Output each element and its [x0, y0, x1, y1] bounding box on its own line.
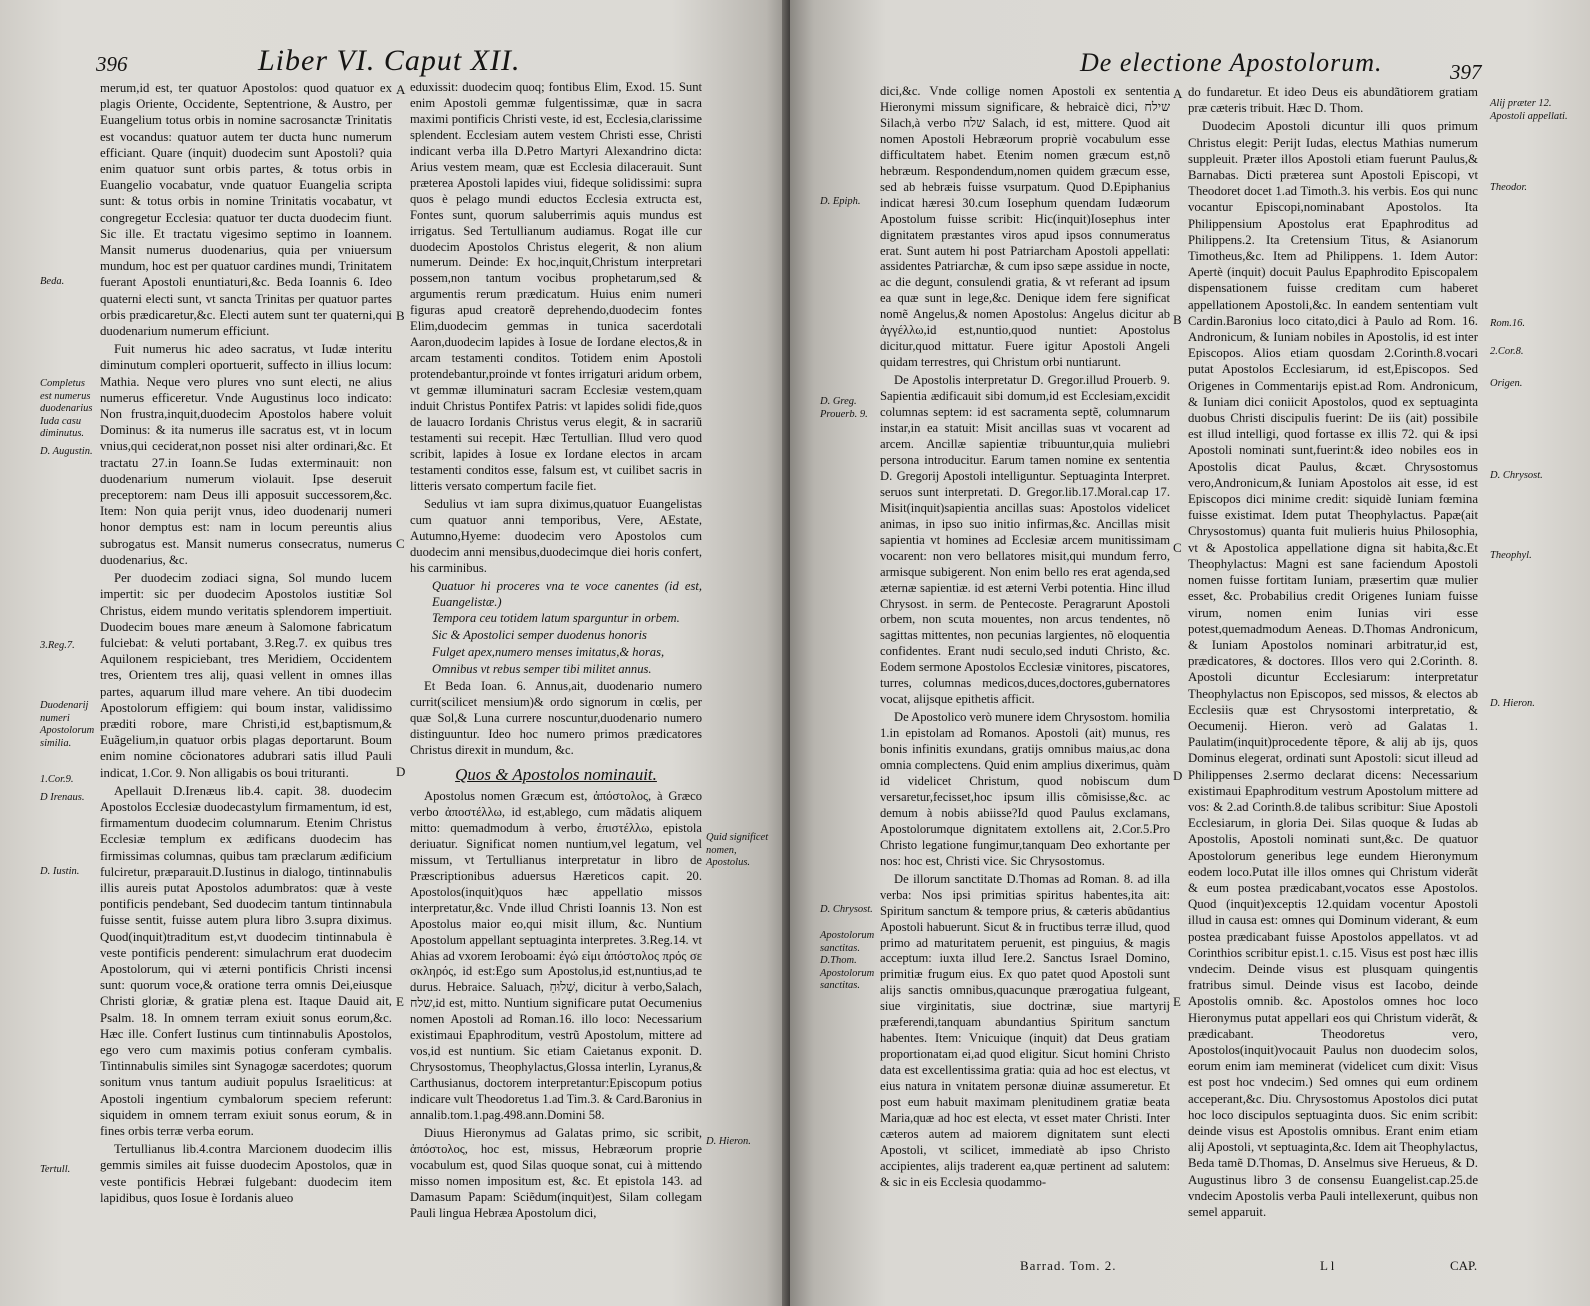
margin-note: 2.Cor.8. [1490, 346, 1524, 357]
signature-mark: L l [1320, 1258, 1335, 1273]
margin-note: Quid significet nomen, Apostolus. [706, 832, 769, 868]
paragraph: Per duodecim zodiaci signa, Sol mundo lucem impertit: sic per duodecim Apostolos iustitiæ Sol Christus, eidem mundo veritatis splendorem impertiuit. Duodecim boues mare æneum à Salomone fabricatum fulciebat: & veluti portabant, 3.Reg.7. ex quibus tres Aquilonem respiciebant, tres Meridiem, Occidentem tres, Orientem tres alij, quasi vellent in omnes illas partes, aquarum illud mare vehere. An tibi duodecim Apostolorum effigiem: qui boum instar, validissimo præditi robore, mare Christi,id est,baptismum,& Euãgelium,in quatuor orbis plagas deportarunt. Boum enim nomine cõcionatores adubrari satis illud Pauli indicat, 1.Cor. 9. Non alligabis os boui trituranti. [100, 571, 392, 780]
margin-note: 3.Reg.7. [40, 640, 75, 651]
section-letter: C [396, 536, 405, 551]
section-letter: A [1173, 86, 1183, 101]
section-letter: C [1173, 540, 1182, 555]
left-column-1 [100, 80, 392, 1216]
paragraph: Fuit numerus hic adeo sacratus, vt Iudæ interitu diminutum compleri oportuerit, suffecto in illius locum: Mathia. Neque vero plures vno sunt electi, ne alius numerus efficeretur. Vnde Augustinus loco indicato: Non frustra,inquit,duodecim Apostolos habere voluit Dominus: & ita numerus ille sacratus est, vt in locum vnius,qui ceciderat,non posset nisi alter ordinari,&c. Et tractatu 27.in Ioann.Se Iudas exterminauit: non duodenarium numerum violauit. Ipse deseruit preceptorem: nam Deus illi apposuit successorem,&c. Item: Non quia perijt vnus, ideo duodenarij numeri honor demptus est: nam in locum pereuntis alius subrogatus est. Mansit numerus consecratus, numerus duodenarius, &c. [100, 342, 392, 567]
verse-line: Fulget apex,numero menses imitatus,& horas, [432, 645, 665, 660]
margin-note: Alij præter 12. Apostoli appellati. [1490, 98, 1568, 122]
catchword: CAP. [1450, 1258, 1478, 1273]
margin-note: Tertull. [40, 1164, 71, 1175]
section-letter: D [396, 764, 406, 779]
paragraph: Apellauit D.Irenæus lib.4. capit. 38. duodecim Apostolos Ecclesiæ duodecastylum firmamentum, id est, firmamentum duodecim columnarum. Etenim Christus Ecclesiæ templum ex ædificans duodecim has firmissimas columnas, quibus tam præclarum ædificium fulciretur, præparauit.D.Iustinus in dialogo, tintinnabulis illis aureis putat Apostolos adumbratos: quæ à veste pontificis pendebant, Sed duodecim tantum tintinnabula fuisse sentit, fuisse autem plura libro 3.supra diximus. Quod(inquit)traditum est,vt duodecim tintinnabula è veste pontificis penderent: simulachrum erat duodecim Apostolorum, qui vi æterni pontificis Christi incensi sunt: quorum voce,& oratione terra omnis Dei,eiusque Christi gloriæ, & gratiæ plena est. Itaque Dauid ait, Psalm. 18. In omnem terram exiuit sonus eorum,&c. Hæc ille. Confert Iustinus cum tintinnabulis Apostolos, ego vero cum maximis potius conferam cymbalis. Tintinnabulis similes sint Synagogæ sacerdotes; quorum sonitum vnus tantum audiuit populus Israeliticus: at Apostoli ingentium cymbalorum speciem referunt: siquidem in omnem terram exiuit sonus eorum, & in fines orbis terræ verba eorum. [100, 783, 392, 1138]
margin-note: D. Chrysost. [1490, 470, 1543, 481]
paragraph: De Apostolis interpretatur D. Gregor.illud Prouerb. 9. Sapientia ædificauit sibi domum,id est Ecclesiam,excidit columnas septem: id est sacramenta septẽ, columnarum instar,in ea statuit: Misit ancillas suas vt vocarent ad arcem. Ancillæ sapientiæ tribuuntur,quia muliebri persona introducitur. Earum tamen nomine ex sententia D. Gregorij Apostoli intelliguntur. Septuaginta Interpret. seruos sunt interpretati. D. Gregor.lib.17.Moral.cap 17. Misit(inquit)sapientia ancillas suas: Apostolos videlicet animas, in ipso suo initio infirmas,&c. Ancillas misit sapientia vt homines ad Ecclesiæ arcem munitissimam vocarent: non vero bellatores misit,qui mundum ferro, armisque subigerent. Non enim bello res erat agenda,sed æternæ sapientiæ. id est æterni Verbi potentia. Hinc illud Chrysost. in serm. de Pentecoste. Peragrarunt Apostoli orbem, non scuta mouentes, non arcus tendentes, nõ sagittas mittentes, non pecunias largientes, nõ eloquentia confidentes. Erant nudi seculo,sed induti Christo, &c. Eodem sermone Apostolos Ecclesiæ vinitores, piscatores, turres, columnas medicos,duces,doctores,gubernatores vocat, alijsque epithetis afficit. [880, 373, 1170, 707]
page-number: 397 [1450, 60, 1482, 84]
paragraph: Diuus Hieronymus ad Galatas primo, sic scribit, ἀπόστολος, hoc est, missus, Hebræorum proprie vocabulum est, quod Silas quoque sonat, cui à mittendo misso nomen impositum est, &c. Et epistola 143. ad Damasum Papam: Sciẽdum(inquit)est, Silam collegam Pauli lingua Hebræa Apostolum dici, [410, 1126, 702, 1220]
margin-note: D. Greg. Prouerb. 9. [820, 396, 868, 420]
margin-note: D. Chrysost. [820, 904, 873, 915]
margin-note: Duodenarij numeri Apostolorum similia. [40, 700, 95, 749]
section-letter: A [396, 82, 406, 97]
section-letter: E [1173, 994, 1181, 1009]
verse-line: Omnibus vt rebus semper tibi militet annus. [432, 662, 652, 677]
paragraph: Tertullianus lib.4.contra Marcionem duodecim illis gemmis similes ait fuisse duodecim Apostolos, quæ in veste pontificis Hebræi fulgebant: duodecim item lapidibus, quos Iosue è Iordanis alueo [100, 1142, 392, 1205]
paragraph: De illorum sanctitate D.Thomas ad Roman. 8. ad illa verba: Nos ipsi primitias spiritus habentes,ita ait: Spiritum sanctum & tempore prius, & cæteris abũdantius Apostoli habuerunt. Sicut & in fructibus terræ illud, quod primo ad maturitatem peruenit, est pinguius, & magis acceptum: iuxta illud Iere.2. Sanctus Israel Domino, primitiæ frugum eius. Ex quo patet quod Apostoli sunt alijs sanctis omnibus,quacunque prærogatiua fulgeant, siue virginitatis, siue doctrinæ, siue martyrij præferendi,tanquam abundantius Spiritum sanctum habentes. Item: Vnicuique (inquit) dat Deus gratiam proportionatam ei,ad quod eligitur. Sicut homini Christo data est excellentissima gratia: quia ad hoc est electus, vt eius natura in vnitatem personæ diuinæ assumeretur. Et post eum habuit maximam plenitudinem gratiæ beata Maria,quæ ad hoc est electa, vt esset mater Christi. Inter cæteros autem ad maiorem dignitatem sunt electi Apostoli, vt scilicet, immediatè ab ipso Christo accipientes, alijs traderent ea,quæ pertinent ad salutem: & sic in eis Ecclesia quodammo- [880, 871, 1170, 1189]
right-page [790, 0, 1590, 1306]
paragraph: merum,id est, ter quatuor Apostolos: quod quatuor ex plagis Oriente, Occidente, Septentrione, & Austro, per Euangelium totus orbis in nomine sacrosanctæ Trinitatis est vocandus: quatuor autem ter ducta hunc numerum efficiant. Quare (inquit) duodecim sunt Apostoli? quia enim quatuor sunt orbis partes, & totus orbis in Euangelio vocabatur, vnde quatuor Euangelia scripta sunt: & totus orbis in nomine Trinitatis vocabatur, vt congregetur Ecclesia: quatuor ter ducta duodecim fiunt. Sic ille. Et tractatu vigesimo septimo in Ioannem. Mansit numerus duodenarius, quia per vniuersum mundum, hoc est per quatuor cardines mundi, Trinitatem fuerant Apostoli enuntiaturi,&c. Beda Ioannis 6. Ideo quaterni electi sunt, vt sancta Trinitas per quatuor partes orbis prædicaretur,&c. Electi autem sunt ter quaterni,qui duodenarium numerum efficiunt. [100, 81, 392, 339]
right-column-2 [1188, 84, 1478, 1222]
margin-note: Origen. [1490, 378, 1523, 389]
paragraph: Sedulius vt iam supra diximus,quatuor Euangelistas cum quatuor anni temporibus, Vere, AEstate, Autumno,Hyeme: duodecim vero Apostolos cum duodecim anni mensibus,duodecimque diei horis confert, his carminibus. [410, 496, 702, 575]
paragraph: dici,&c. Vnde collige nomen Apostoli ex sententia Hieronymi missum significare, & hebraicè dici, שילח Silach,à verbo שלח Salach, id est, mittere. Quod ait nomen Apostoli Hebræorum propriè vocabulum esse difficultatem habet. Etenim nomen græcum est,nõ hebræum. Respondendum,nomen quidem græcum esse, sed ab hebræis fuisse vsurpatum. Quod D.Epiphanius indicat hæresi 30.cum Iosephum quendam Iudæorum Apostolum fuisse scribit: Hic(inquit)Iosephus inter dignitatem præstantes viros apud ipsos connumeratus erat. Sunt autem hi post Patriarcham Apostoli appellati: assidentes Patriarchæ, & cum ipso sæpe assidue in nocte, ac die degunt, consulendi gratia, & vt referant ad ipsum ea quæ sunt in lege,&c. Denique idem fere significat nomẽ Angelus,& nomen Apostolus: Angelus dicitur ab ἀγγέλλω,id est,nuntio,quod nuntiet: Apostolus dicitur,quod mittatur. Fuere igitur Apostoli Angeli quidam terrestres, qui Christum orbi nuntiarunt. [880, 84, 1170, 370]
margin-note: Theophyl. [1490, 550, 1532, 561]
verse-line: Tempora ceu totidem latum sparguntur in orbem. [432, 611, 680, 626]
page-number: 396 [96, 52, 128, 76]
margin-note: Beda. [40, 276, 65, 287]
section-letter: E [396, 994, 404, 1009]
right-column-1 [880, 84, 1170, 1234]
margin-note: D Irenaus. [40, 792, 85, 803]
margin-note: D. Hieron. [1490, 698, 1535, 709]
section-letter: B [396, 308, 405, 323]
signature-line: Barrad. Tom. 2. [1020, 1258, 1117, 1273]
paragraph: Duodecim Apostoli dicuntur illi quos primum Christus elegit: Perijt Iudas, electus Mathias numerum suppleuit. Præter illos Apostoli etiam fuerunt Paulus,& Barnabas. Dicti præterea sunt Apostoli Episcopi, vt Theodoret docet 1.ad Timoth.3. his verbis. Eos qui nunc vocantur Episcopi,nominabant Apostolos. Ita Philippensium Apostolus erat Epaphroditus ad Philippens.2. Ita Cretensium Titus, & Asianorum Timotheus,&c. Item ad Philippens. 1. Idem Autor: Apertè (inquit) docuit Paulus Epaphrodito Episcopalem dispensationem fuisse creditam cum haberet appellationem Apostoli,&c. In eandem sententiam vult Cardin.Baronius loco citato,dici à Paulo ad Rom. 16. Andronicum, & Iuniam nobiles in Apostolis, id est inter Episcopos. Alios etiam quosdam 2.Corinth.8.vocari putat Apostolos Ecclesiarum, id est,Episcopos. Sed Origenes in Commentarijs epist.ad Rom. Andronicum, & Iuniam dici coniicit Apostolos, quod ex septuaginta duobus Christi discipulis fuerint: De iis (ait) possibile est illud intelligi, quod fortasse ex illis 72. qui & ipsi Apostoli nominati sunt,fuerint:& ideo nobiles eos in Apostolis dicat Paulus, &cæt. Chrysostomus vero,Andronicum,& Iuniam Apostolos ait esse, id est Episcopos dici minime credit: siquidè Iuniam fœmina fuisse existimat. Idem putat Theophylactus. Papæ(ait Chrysostomus) quanta fuit mulieris huius Philosophia, vt & Apostolica appellatione digna sit habita,&c.Et Theophylactus: Magni est sane faciendum Apostoli nomen fuisse fortitam Iuniam, præsertim quæ mulier esset, &c. Probabilius credit Origenes Iuniam fuisse virum, nomen enim Iunias viri esse potest,quemadmodum Aeneas. D.Thomas Andronicum, & Iuniam Apostolos nominari arbitratur,id est, prædicatores, & doctores. Illos vero qui 2.Corinth. 8. Apostoli dicuntur Ecclesiarum: interpretatur Theophylactus non Episcopos, sed missos, & electos ab Ecclesiis quæ est Chrysostomi interpretatio, & Oecumenij. Hieron. verò ad Galatas 1. Paulatim(inquit)procedente tẽpore, & alij ab ijs, quos Dominus elegerat, ordinati sunt Apostoli: sicut illeud ad Philippenses 2.sermo declarat dicens: Necessarium existimaui Epaphroditum vestrum Apostolum mittere ad vos: & 2.ad Corinth.8.de talibus scribitur: Siue Apostoli Ecclesiarum, in gloria Dei. Silas quoque & Iudas ab Apostolis, Apostoli nominati sunt,&c. De quatuor Apostolorum generibus lege eundem Hieronymum eodem loco.Putat ille illos omnes qui Christum viderãt & eum postea prædicabant,vocatos esse Apostolos. Quod (inquit)exceptis 12.quidam vocentur Apostoli illud in causa est: omnes qui Dominum viderant, & eum postea prædicabant fuisse Apostolos appellatos. vt ad Corinthios scribitur epist.1. c.15. Visus est post hæc illis vndecim. Deinde visus est plusquam quingentis fratribus simul. Deinde visus est Iacobo, deinde Apostolis omnib. &c. Apostolos omnes hoc loco Hieronymus putat appellari eos qui Christum viderãt, & prædicabant. Theodoretus vero, Apostolos(inquit)vocauit Paulus non duodecim solos, eorum enim iam meminerat (videlicet cum dixit: Visus est post hoc vndecim.) Sed omnes qui eum ordinem acceperant,&c. Diu. Chrysostomus Apostolos dici putat hoc loco discipulos septuaginta duos. Sic enim scribit: deinde visus est Apostolis omnibus. Erant enim etiam alij Apostoli, vt septuaginta,&c. Idem ait Theophylactus, Beda tamẽ D.Thomas, D. Anselmus sive Herueus, & D. Augustinus libro 3 de consensu Euangelist.cap.25.de vndecim Apostolis verba Pauli intellexerunt, quibus non semel apparuit. [1188, 119, 1478, 1220]
left-column-2 [410, 80, 702, 1250]
margin-note: D. Epiph. [820, 196, 861, 207]
paragraph: De Apostolico verò munere idem Chrysostom. homilia 1.in epistolam ad Romanos. Apostoli (ait) munus, res bonis infinitis exundans, gratijs omnibus maius,ac dona omnia complectens. Quid enim amplius dixerimus, quàm id videlicet Christum, quod nobiscum dum versaretur,fecisset,hoc ipsum illis cõmisisse,&c. ac demum à nobis abiisse?Id quod Paulus exclamans, Apostolorumque dignitatem extollens ait, 2.Cor.5.Pro Christo legatione fungimur,tanquam Deo exhortante per nos: hoc est, Christi vice. Sic Chrysostomus. [880, 710, 1170, 868]
section-letter: D [1173, 768, 1183, 783]
margin-note: D. Hieron. [706, 1136, 751, 1147]
paragraph: do fundaretur. Et ideo Deus eis abundãtiorem gratiam præ cæteris tribuit. Hæc D. Thom. [1188, 85, 1478, 116]
running-head: De electione Apostolorum. [1080, 48, 1383, 77]
margin-note: Apostolorum sanctitas. D.Thom. Apostolorum sanctitas. [820, 930, 875, 991]
paragraph: Et Beda Ioan. 6. Annus,ait, duodenario numero currit(scilicet mensium)& ordo signorum in cœlis, per quæ Sol,& Luna currere noscuntur,duodenario numero distinguuntur. Ideo hoc numero primos prædicatores Christus direxit in mundum, &c. [410, 679, 702, 758]
margin-note: D. Augustin. [40, 446, 93, 457]
margin-note: D. Iustin. [40, 866, 80, 877]
verse-line: Sic & Apostolici semper duodenus honoris [432, 628, 647, 643]
paragraph: eduxissit: duodecim quoq; fontibus Elim, Exod. 15. Sunt enim Apostoli gemmæ fulgentissimæ, quæ in sacra maximi pontificis Christi veste, id est, Ecclesia,clarissime splendent. Ecclesiam autem vestem Christi esse, Christi indicant verba illa D.Petro Martyri Alexandrino dicta: Arius vestem meam, quæ est Ecclesia dilacerauit. Sunt præterea Apostoli lapides viui, fideque solidissimi: supra quos è pelago mundi eductos Ecclesia extructa est, Fontes sunt, quorum saluberrimis aquis mundus est irrigatus. Sed Tertullianum audiamus. Rogat ille cur duodecim Apostolos Christus elegerit, & non alium numerum. Deinde: Ex hoc,inquit,Christum interpretari possem,non tantum vocibus prophetarum,sed & argumentis rerum prædicatum. Huius enim numeri figuras apud creatorẽ deprehendo,duodecim fontes Elim,duodecim gemmas in tunica sacerdotali Aaron,duodecim lapides à Iosue de Iordane electos,& in arcam testamenti conditos. Totidem enim Apostoli protendebantur,proinde vt fontes irrigaturi aridum orbem, vt gemmæ illuminaturi sacram Ecclesiæ vestem,quam induit Christus Pontifex Patris: vt lapides solidi fide,quos de lauacro Iordanis Christus verus elegit, & in sacrariũ testamenti sui recepit. Hæc Tertullian. Illud vero quod scribit, lapides à Iosue ex Iordane electos in arcam testamenti conditos esse, falsum est, vt cuilibet sacris in litteris versato compertum facile fiet. [410, 80, 702, 493]
running-head: Liber VI. Caput XII. [258, 44, 521, 77]
margin-note: Rom.16. [1490, 318, 1525, 329]
margin-note: Theodor. [1490, 182, 1528, 193]
left-page [0, 0, 790, 1306]
paragraph: Apostolus nomen Græcum est, ἀπόστολος, à Græco verbo ἀποστέλλω, id est,ablego, cum mãdatis aliquem mitto: quemadmodum à verbo, ἐπιστέλλω, epistola deriuatur. Significat nomen nuntium,vel legatum, vel missum, vt Tertullianus interpretatur in libro de Præscriptionibus aduersus Hæreticos capit. 20. Apostolos(inquit)quos hæc appellatio missos interpretatur,&c. Vnde illud Christi Ioannis 13. Non est Apostolus maior eo,qui misit illum, &c. Nuntium Apostolum appellant septuaginta interpretes. 3.Reg.14. vt Ahias ad vxorem Ieroboami: ἐγώ εἰμι ἀπόστολος πρός σε σκληρός, id est:Ego sum Apostolus,id est,nuntius,ad te durus. Hebraice. Saluach, שָׁלוּחַ, dicitur à verbo,Salach, שלח,id est, mitto. Nuntium significare putat Oecumenius nomen Apostoli ad Roman.16. illo loco: Necessarium existimaui Epaphroditum, vestrũ Apostolum, mittere ad vos,id est nuntium. Sic etiam Caietanus exponit. D. Chrysostomus, Theophylactus,Glossa interlin, Lyranus,& Carthusianus, doctorem interpretantur:Episcopum potius indicare vult Theodoretus 1.ad Tim.3. & Card.Baronius in annalib.tom.1.pag.498.ann.Domini 58. [410, 788, 702, 1123]
verse-line: Quatuor hi proceres vna te voce canentes (id est, Euangelistæ.) [432, 578, 702, 609]
section-subheading: Quos & Apostolos nominauit. [455, 765, 657, 785]
margin-note: 1.Cor.9. [40, 774, 74, 785]
section-letter: B [1173, 312, 1182, 327]
margin-note: Completus est numerus duodenarius Iuda casu diminutus. [40, 378, 93, 439]
